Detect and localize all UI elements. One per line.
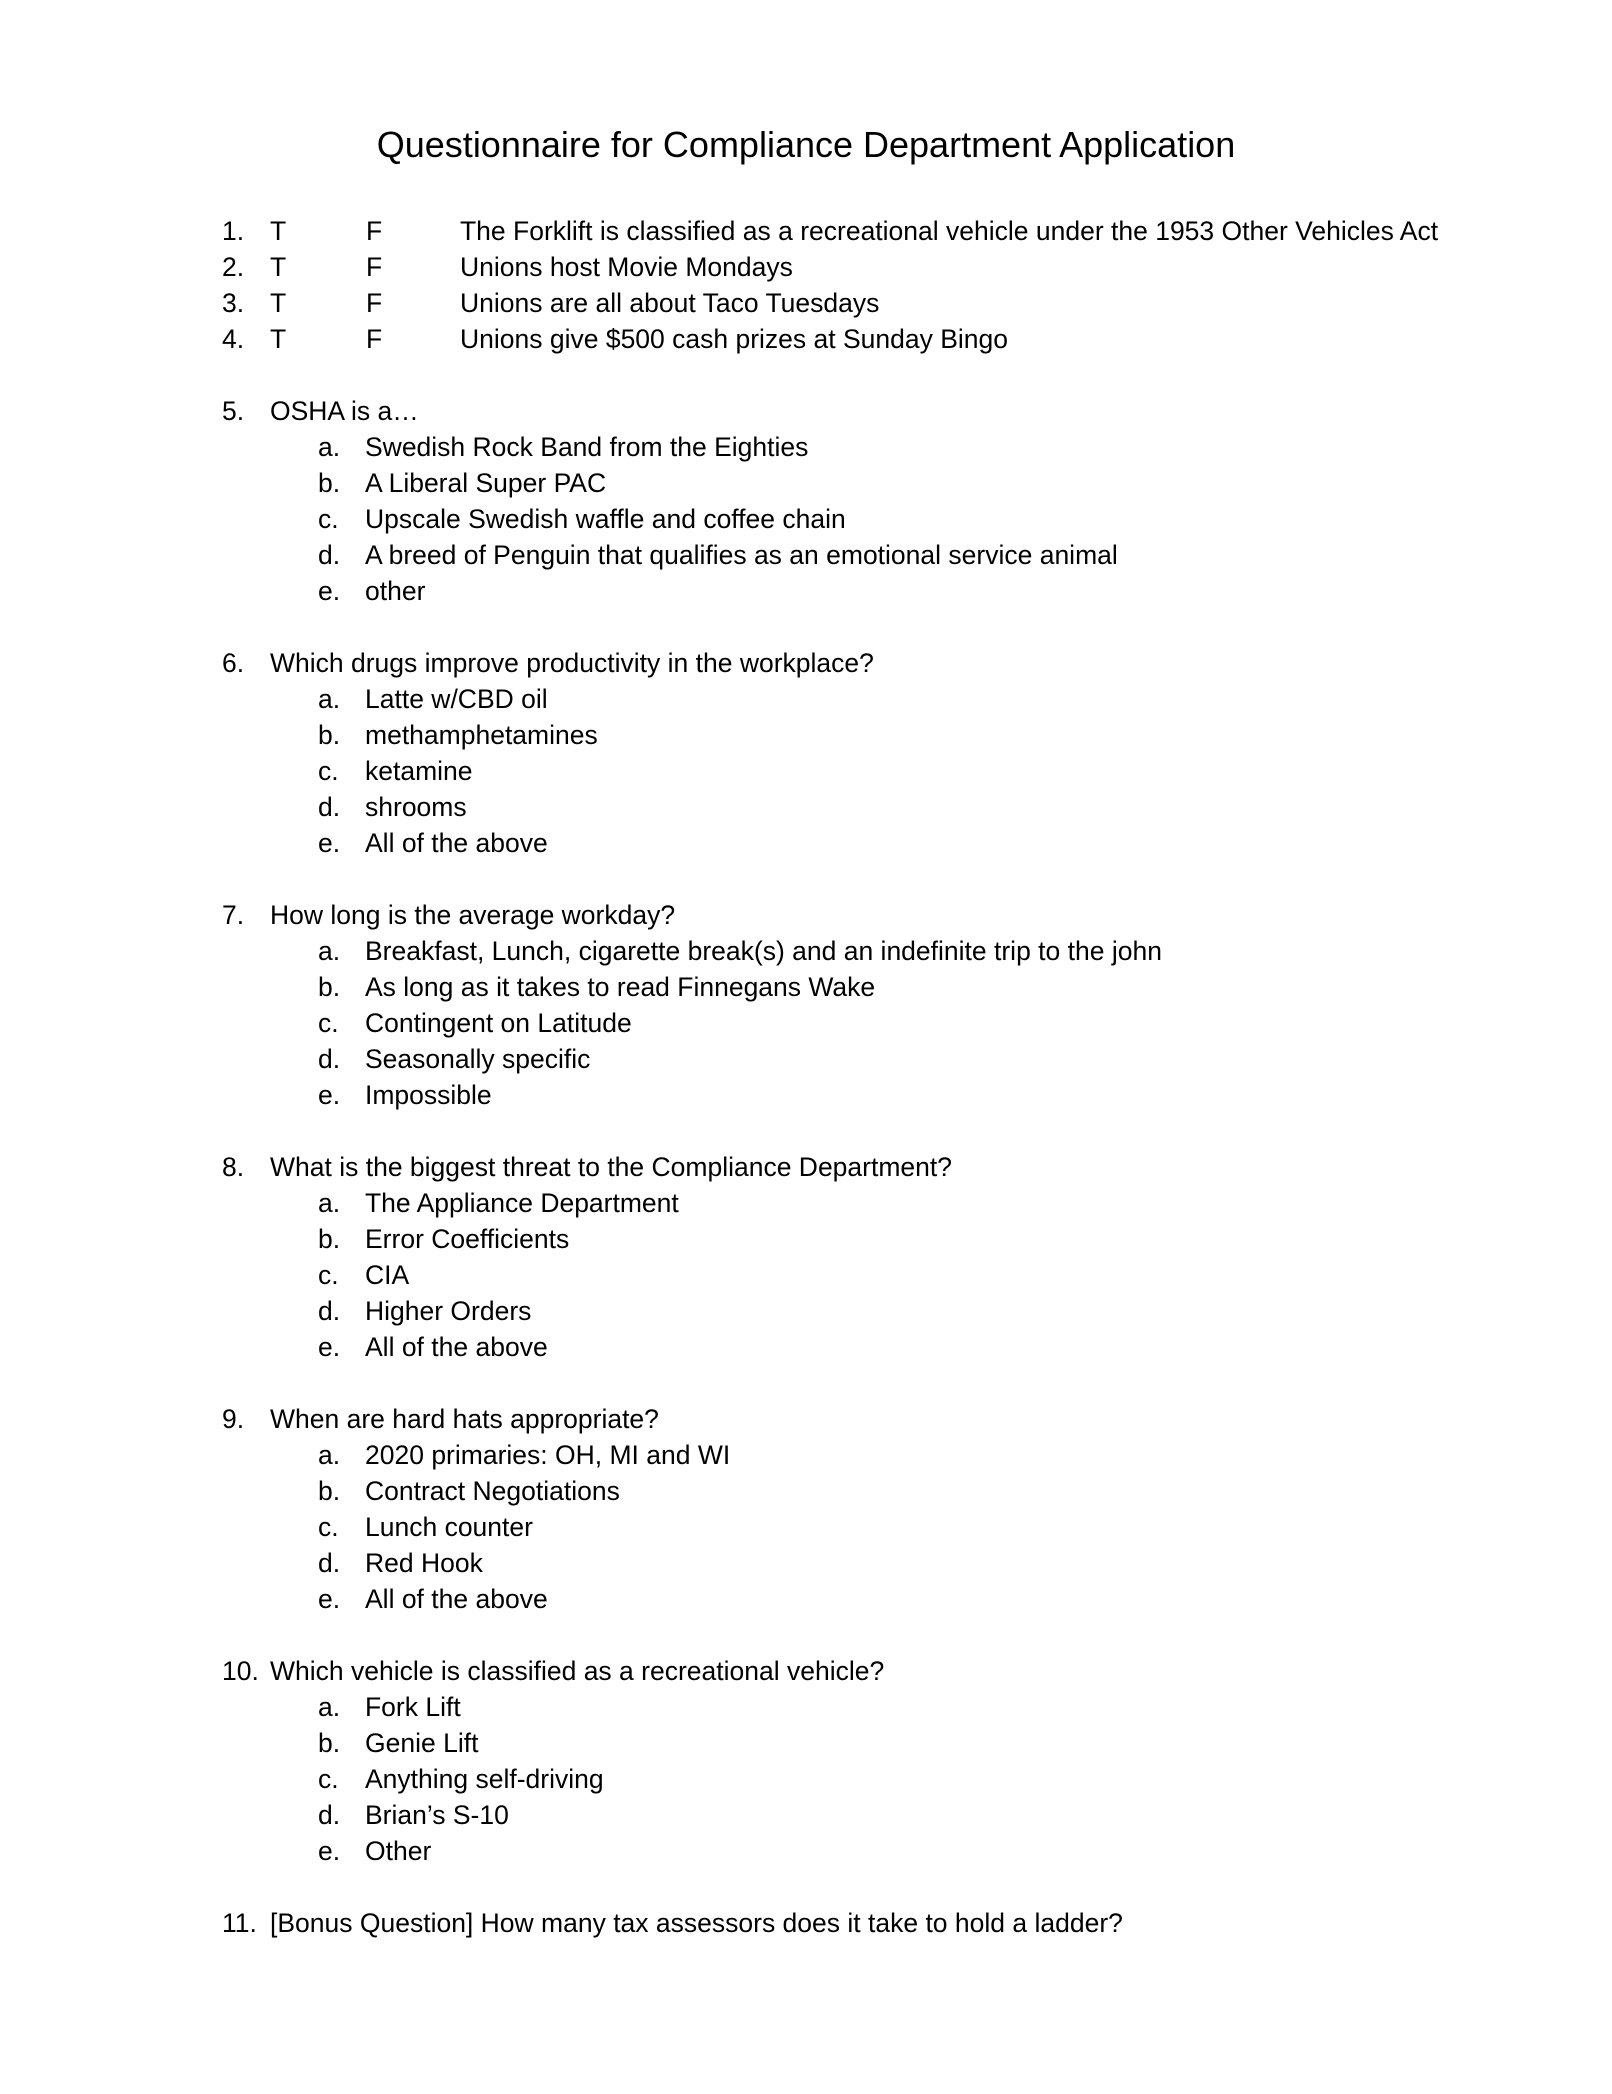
option-text: As long as it takes to read Finnegans Wake xyxy=(365,972,876,1002)
option-text: Brian’s S-10 xyxy=(365,1800,509,1830)
option-letter: d. xyxy=(318,1800,341,1830)
option-text: Upscale Swedish waffle and coffee chain xyxy=(365,504,846,534)
false-option: F xyxy=(366,324,383,354)
tf-number: 2. xyxy=(222,252,245,282)
option-letter: c. xyxy=(318,756,339,786)
true-option: T xyxy=(270,324,287,354)
option-text: 2020 primaries: OH, MI and WI xyxy=(365,1440,731,1470)
option-text: Other xyxy=(365,1836,432,1866)
option-text: other xyxy=(365,576,426,606)
option-text: A breed of Penguin that qualifies as an emotional service animal xyxy=(365,540,1118,570)
option-letter: b. xyxy=(318,1224,341,1254)
option-text: Higher Orders xyxy=(365,1296,532,1326)
option-text: All of the above xyxy=(365,1584,548,1614)
option-letter: d. xyxy=(318,1044,341,1074)
question-text: [Bonus Question] How many tax assessors does it take to hold a ladder? xyxy=(270,1908,1123,1938)
true-option: T xyxy=(270,216,287,246)
option-letter: a. xyxy=(318,1440,341,1470)
question-number: 8. xyxy=(222,1152,245,1182)
tf-statement: Unions give $500 cash prizes at Sunday Bingo xyxy=(460,324,1009,354)
option-letter: a. xyxy=(318,432,341,462)
option-letter: c. xyxy=(318,1008,339,1038)
option-text: Fork Lift xyxy=(365,1692,461,1722)
option-text: Contract Negotiations xyxy=(365,1476,620,1506)
question-number: 7. xyxy=(222,900,245,930)
option-letter: a. xyxy=(318,1692,341,1722)
option-letter: b. xyxy=(318,468,341,498)
option-text: Error Coefficients xyxy=(365,1224,570,1254)
option-letter: b. xyxy=(318,720,341,750)
option-letter: d. xyxy=(318,540,341,570)
true-option: T xyxy=(270,288,287,318)
page-title: Questionnaire for Compliance Department Application xyxy=(376,124,1236,165)
option-letter: c. xyxy=(318,1512,339,1542)
false-option: F xyxy=(366,288,383,318)
option-text: Swedish Rock Band from the Eighties xyxy=(365,432,809,462)
option-letter: a. xyxy=(318,684,341,714)
option-letter: b. xyxy=(318,1476,341,1506)
option-text: A Liberal Super PAC xyxy=(365,468,607,498)
option-text: Seasonally specific xyxy=(365,1044,591,1074)
question-text: When are hard hats appropriate? xyxy=(270,1404,659,1434)
tf-statement: Unions host Movie Mondays xyxy=(460,252,793,282)
question-text: Which vehicle is classified as a recreational vehicle? xyxy=(270,1656,885,1686)
false-option: F xyxy=(366,252,383,282)
option-text: Impossible xyxy=(365,1080,492,1110)
option-letter: e. xyxy=(318,576,341,606)
option-letter: c. xyxy=(318,504,339,534)
question-number: 6. xyxy=(222,648,245,678)
option-text: Anything self-driving xyxy=(365,1764,604,1794)
option-letter: e. xyxy=(318,828,341,858)
option-text: Latte w/CBD oil xyxy=(365,684,548,714)
question-number: 10. xyxy=(222,1656,259,1686)
option-text: Genie Lift xyxy=(365,1728,479,1758)
option-text: shrooms xyxy=(365,792,467,822)
tf-number: 4. xyxy=(222,324,245,354)
option-letter: b. xyxy=(318,1728,341,1758)
tf-statement: The Forklift is classified as a recreational vehicle under the 1953 Other Vehicles Act xyxy=(460,216,1439,246)
question-text: How long is the average workday? xyxy=(270,900,676,930)
option-letter: e. xyxy=(318,1584,341,1614)
question-number: 11. xyxy=(222,1908,257,1938)
option-letter: e. xyxy=(318,1332,341,1362)
option-letter: a. xyxy=(318,936,341,966)
question-number: 5. xyxy=(222,396,245,426)
option-text: ketamine xyxy=(365,756,473,786)
option-letter: c. xyxy=(318,1764,339,1794)
option-text: Lunch counter xyxy=(365,1512,533,1542)
tf-number: 1. xyxy=(222,216,245,246)
question-number: 9. xyxy=(222,1404,245,1434)
option-text: Red Hook xyxy=(365,1548,483,1578)
option-text: The Appliance Department xyxy=(365,1188,679,1218)
false-option: F xyxy=(366,216,383,246)
question-text: OSHA is a… xyxy=(270,396,419,426)
option-letter: d. xyxy=(318,1296,341,1326)
option-letter: e. xyxy=(318,1836,341,1866)
option-text: All of the above xyxy=(365,828,548,858)
option-letter: e. xyxy=(318,1080,341,1110)
option-text: methamphetamines xyxy=(365,720,598,750)
option-letter: d. xyxy=(318,1548,341,1578)
question-text: Which drugs improve productivity in the workplace? xyxy=(270,648,874,678)
option-letter: a. xyxy=(318,1188,341,1218)
tf-number: 3. xyxy=(222,288,245,318)
true-option: T xyxy=(270,252,287,282)
option-letter: b. xyxy=(318,972,341,1002)
option-letter: d. xyxy=(318,792,341,822)
option-text: Contingent on Latitude xyxy=(365,1008,632,1038)
option-letter: c. xyxy=(318,1260,339,1290)
option-text: CIA xyxy=(365,1260,410,1290)
question-text: What is the biggest threat to the Compliance Department? xyxy=(270,1152,952,1182)
tf-statement: Unions are all about Taco Tuesdays xyxy=(460,288,880,318)
option-text: All of the above xyxy=(365,1332,548,1362)
option-text: Breakfast, Lunch, cigarette break(s) and an indefinite trip to the john xyxy=(365,936,1162,966)
